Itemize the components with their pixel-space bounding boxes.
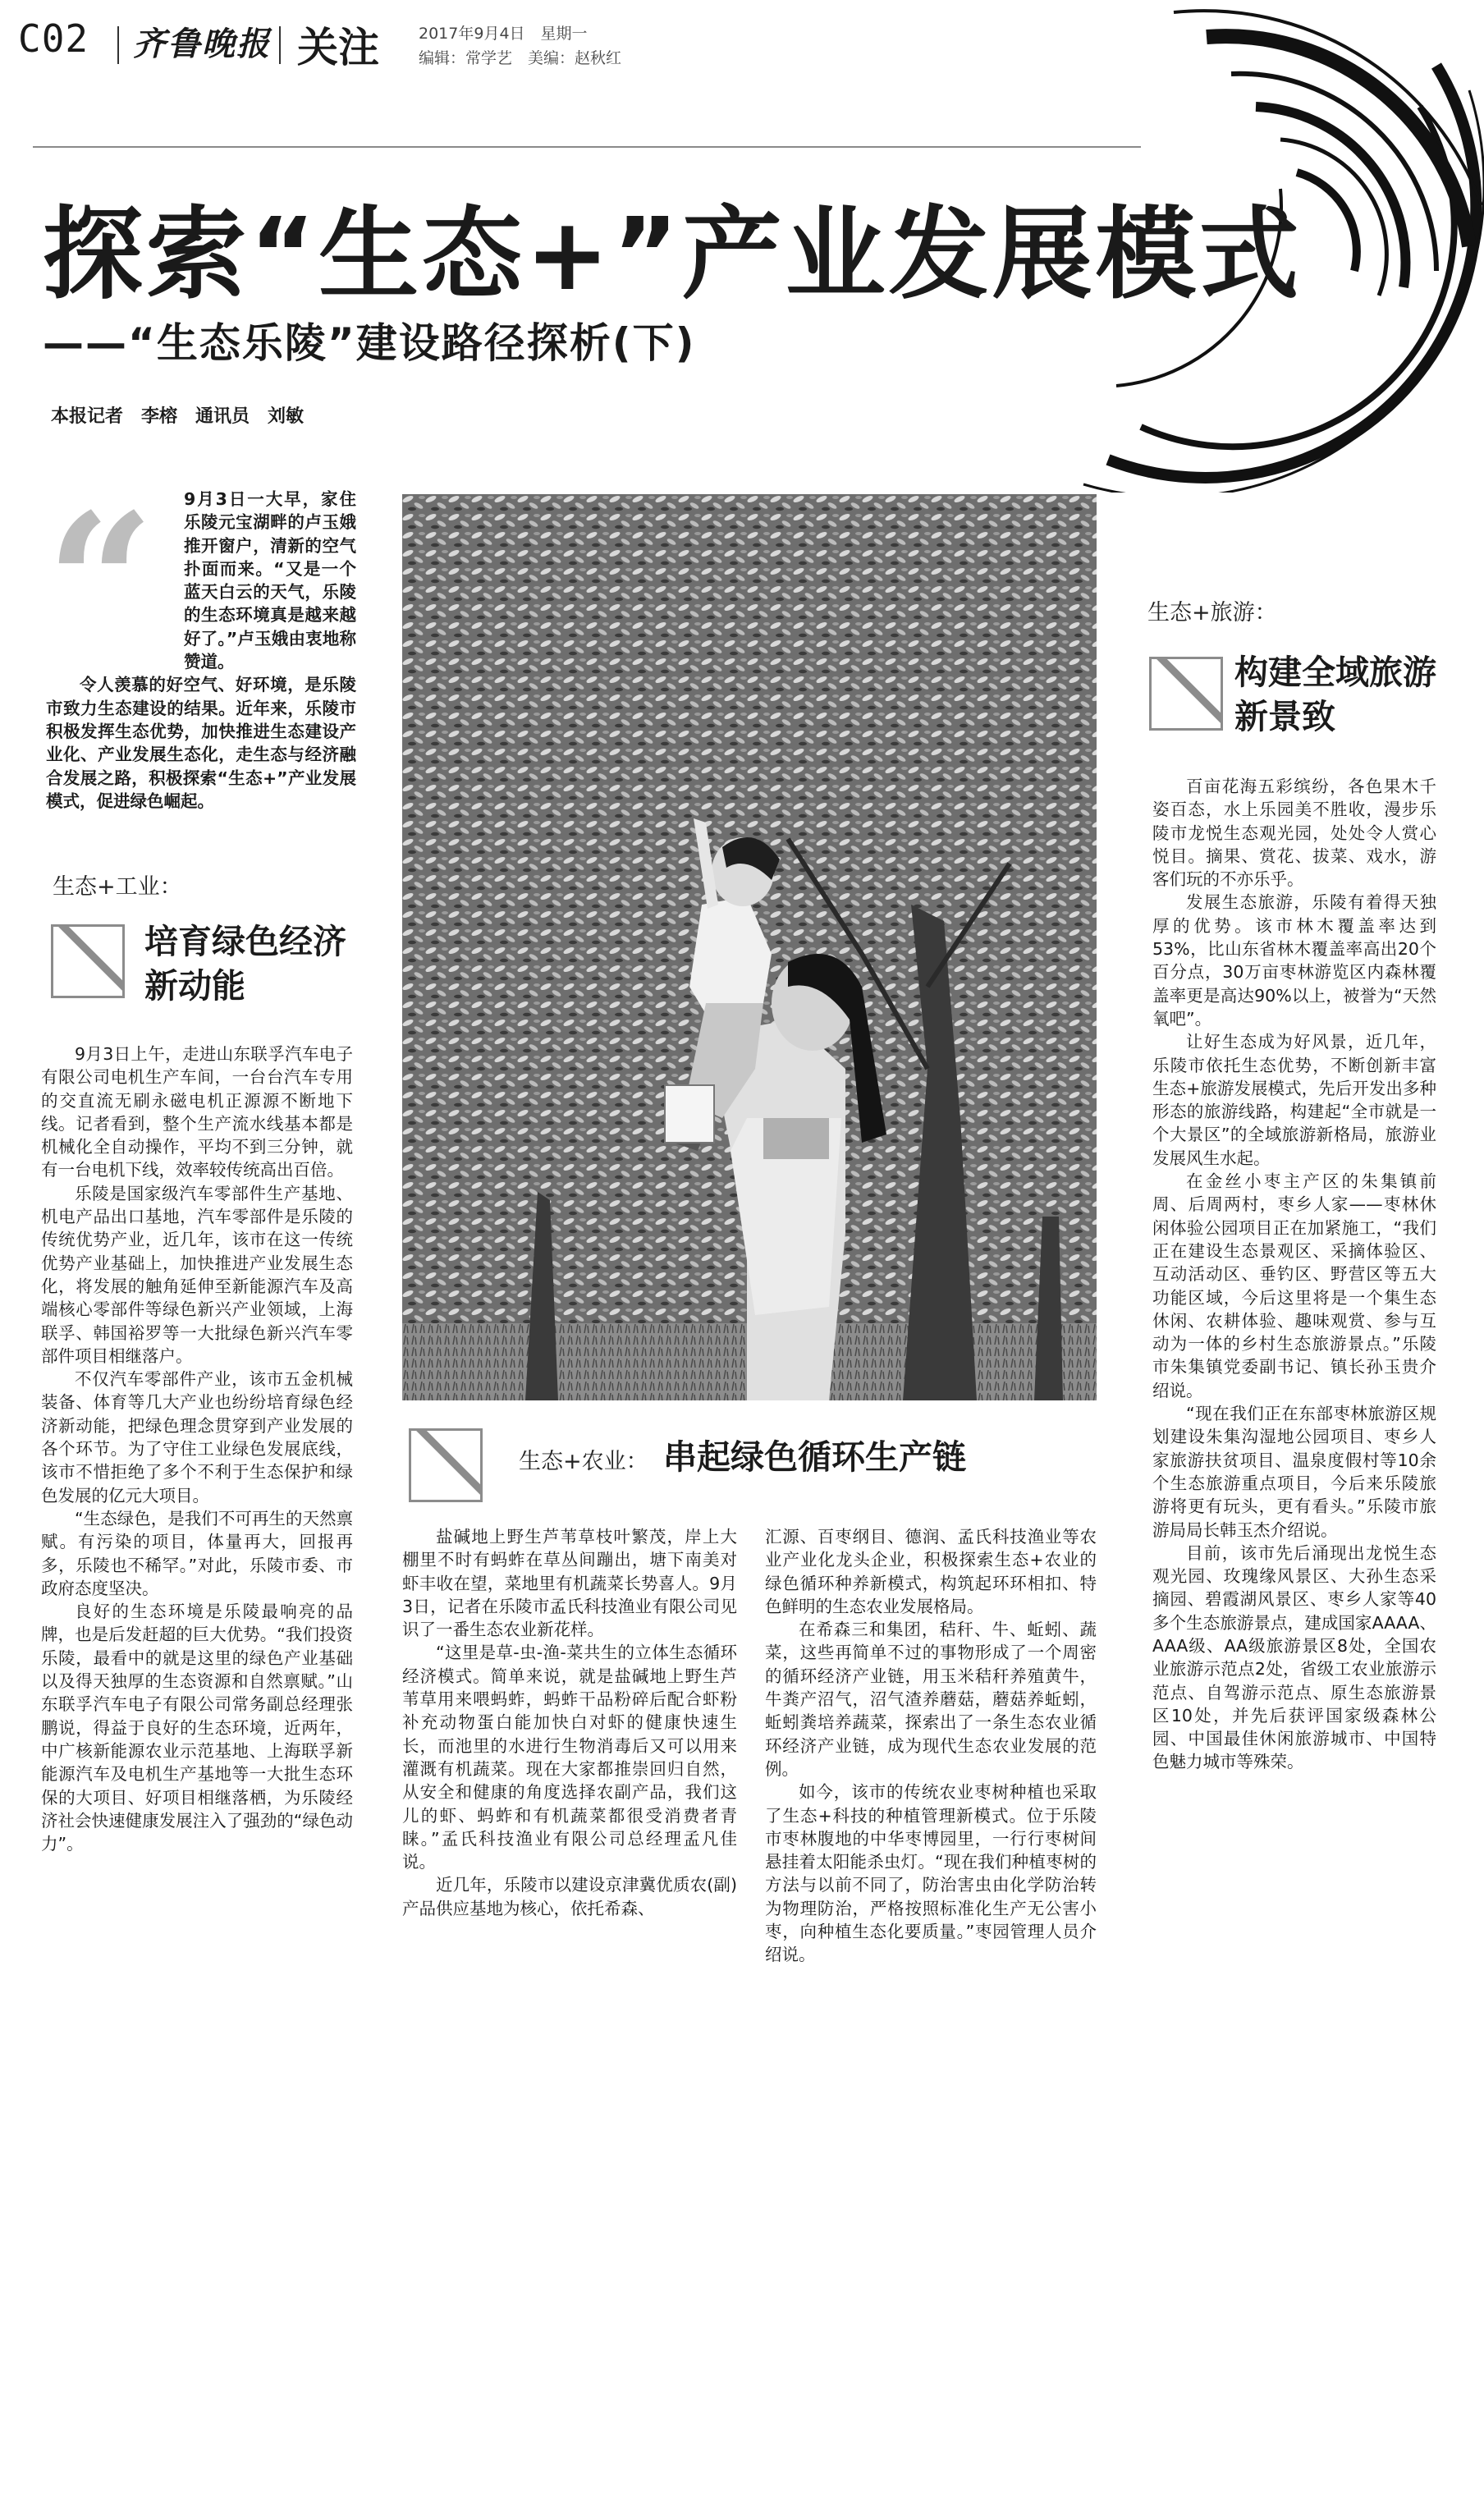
- lead-paragraph: 9月3日一大早，家住乐陵元宝湖畔的卢玉娥推开窗户，清新的空气扑面而来。“又是一个蓝天白云的天气，乐陵的生态环境真是越来越好了。”卢玉娥由衷地称赞道。: [184, 489, 356, 672]
- body-paragraph: “现在我们正在东部枣林旅游区规划建设朱集沟湿地公园项目、枣乡人家旅游扶贫项目、温泉度假村等10余个生态旅游重点项目，今后来乐陵旅游将更有玩头，更有看头。”乐陵市旅游局局长韩玉杰介绍说。: [1152, 1404, 1436, 1540]
- body-paragraph: 近几年，乐陵市以建设京津冀优质农(副)产品供应基地为核心，依托希森、: [402, 1875, 737, 1918]
- slash-box-icon: [1149, 657, 1223, 731]
- section-name: 关注: [297, 24, 379, 71]
- body-paragraph: 不仅汽车零部件产业，该市五金机械装备、体育等几大产业也纷纷培育绿色经济新动能，把绿色理念贯穿到产业发展的各个环节。为了守住工业绿色发展底线，该市不惜拒绝了多个不利于生态保护和绿色发展的亿元大项目。: [41, 1369, 353, 1505]
- agriculture-body-col1: [402, 1525, 737, 1920]
- header-divider: [117, 26, 119, 64]
- article-title: 探索“生态+”产业发展模式: [43, 196, 1303, 313]
- tourism-heading: 构建全域旅游新景致: [1234, 653, 1436, 736]
- lead-text: [46, 473, 356, 813]
- article-subtitle: ——“生态乐陵”建设路径探析(下): [43, 319, 696, 367]
- page-number: C02: [18, 16, 89, 61]
- date-line: 2017年9月4日 星期一: [419, 25, 588, 43]
- agriculture-heading: 串起绿色循环生产链: [663, 1437, 966, 1477]
- body-paragraph: “这里是草-虫-渔-菜共生的立体生态循环经济模式。简单来说，就是盐碱地上野生芦苇草用来喂蚂蚱，蚂蚱干品粉碎后配合虾粉补充动物蛋白能加快白对虾的健康快速生长，而池里的水进行生物消毒后又可以用来灌溉有机蔬菜。现在大家都推崇回归自然，从安全和健康的角度选择农副产品，我们这儿的虾、蚂蚱和有机蔬菜都很受消费者青睐。”孟氏科技渔业有限公司总经理孟凡佳说。: [402, 1643, 737, 1872]
- body-paragraph: 9月3日上午，走进山东联孚汽车电子有限公司电机生产车间，一台台汽车专用的交直流无刷永磁电机正源源不断地下线。记者看到，整个生产流水线基本都是机械化全自动操作，平均不到三分钟，就有一台电机下线，效率较传统高出百倍。: [41, 1044, 353, 1180]
- body-paragraph: 在希森三和集团，秸秆、牛、蚯蚓、蔬菜，这些再简单不过的事物形成了一个周密的循环经济产业链，用玉米秸秆养殖黄牛，牛粪产沼气，沼气渣养蘑菇，蘑菇养蚯蚓，蚯蚓粪培养蔬菜，探索出了一条生态农业循环经济产业链，成为现代生态农业发展的范例。: [765, 1620, 1097, 1779]
- body-paragraph: 良好的生态环境是乐陵最响亮的品牌，也是后发赶超的巨大优势。“我们投资乐陵，最看中的就是这里的绿色产业基础以及得天独厚的生态资源和自然禀赋。”山东联孚汽车电子有限公司常务副总经理张鹏说，得益于良好的生态环境，近两年，中广核新能源农业示范基地、上海联孚新能源汽车及电机生产基地等一大批生态环保的大项目、好项目相继落栖，为乐陵经济社会快速健康发展注入了强劲的“绿色动力”。: [41, 1602, 353, 1854]
- industry-heading: 培育绿色经济新动能: [144, 922, 346, 1006]
- slash-box-icon: [409, 1428, 483, 1502]
- tourism-body: [1152, 775, 1436, 1774]
- byline: 本报记者 李榕 通讯员 刘敏: [51, 406, 305, 427]
- header-divider: [279, 26, 281, 64]
- body-paragraph: 在金丝小枣主产区的朱集镇前周、后周两村，枣乡人家——枣林休闲体验公园项目正在加紧施工，“我们正在建设生态景观区、采摘体验区、互动活动区、垂钓区、野营区等五大功能区域，今后这里将是一个集生态休闲、农耕体验、趣味观赏、参与互动为一体的乡村生态旅游景点。”乐陵市朱集镇党委副书记、镇长孙玉贵介绍说。: [1152, 1171, 1436, 1400]
- mother-child-under-jujube-tree-photo: [402, 494, 1097, 1400]
- agriculture-body-col2: [765, 1525, 1097, 1967]
- body-paragraph: 发展生态旅游，乐陵有着得天独厚的优势。该市林木覆盖率达到53%，比山东省林木覆盖率高出20个百分点，30万亩枣林游览区内森林覆盖率更是高达90%以上，被誉为“天然氧吧”。: [1152, 892, 1436, 1029]
- body-paragraph: 目前，该市先后涌现出龙悦生态观光园、玫瑰缘风景区、大孙生态采摘园、碧霞湖风景区、枣乡人家等40多个生态旅游景点，建成国家AAAA、AAA级、AA级旅游景区8处，全国农业旅游示范点2处，省级工农业旅游示范点、自驾游示范点、原生态旅游景区10处，并先后获评国家级森林公园、中国最佳休闲旅游城市、中国特色魅力城市等殊荣。: [1152, 1542, 1436, 1772]
- industry-tag: 生态+工业：: [53, 874, 182, 900]
- body-paragraph: 汇源、百枣纲目、德润、孟氏科技渔业等农业产业化龙头企业，积极探索生态+农业的绿色循环种养新模式，构筑起环环相扣、特色鲜明的生态农业发展格局。: [765, 1527, 1097, 1616]
- tourism-tag: 生态+旅游：: [1147, 600, 1277, 626]
- editor-line: 编辑：常学艺 美编：赵秋红: [419, 49, 622, 67]
- header-rule: [33, 146, 1141, 148]
- quote-mark-icon: “: [46, 473, 155, 694]
- body-paragraph: 如今，该市的传统农业枣树种植也采取了生态+科技的种植管理新模式。位于乐陵市枣林腹地的中华枣博园里，一行行枣树间悬挂着太阳能杀虫灯。“现在我们种植枣树的方法与以前不同了，防治害虫由化学防治转为物理防治，严格按照标准化生产无公害小枣，向种植生态化要质量。”枣园管理人员介绍说。: [765, 1782, 1097, 1965]
- agriculture-tag: 生态+农业：: [519, 1449, 648, 1474]
- newspaper-name: 齐鲁晚报: [133, 25, 271, 63]
- body-paragraph: “生态绿色，是我们不可再生的天然禀赋。有污染的项目，体量再大，回报再多，乐陵也不稀罕。”对此，乐陵市委、市政府态度坚决。: [41, 1508, 353, 1598]
- body-paragraph: 乐陵是国家级汽车零部件生产基地、机电产品出口基地，汽车零部件是乐陵的传统优势产业，近几年，该市在这一传统优势产业基础上，加快推进产业发展生态化，将发展的触角延伸至新能源汽车及高端核心零部件等绿色新兴产业领域，上海联孚、韩国裕罗等一大批绿色新兴汽车零部件项目相继落户。: [41, 1183, 353, 1366]
- industry-body: [41, 1043, 353, 1855]
- lead-paragraph: 令人羡慕的好空气、好环境，是乐陵市致力生态建设的结果。近年来，乐陵市积极发挥生态优势，加快推进生态建设产业化、产业发展生态化，走生态与经济融合发展之路，积极探索“生态+”产业发展模式，促进绿色崛起。: [46, 675, 356, 811]
- body-paragraph: 盐碱地上野生芦苇草枝叶繁茂，岸上大棚里不时有蚂蚱在草丛间蹦出，塘下南美对虾丰收在望，菜地里有机蔬菜长势喜人。9月3日，记者在乐陵市孟氏科技渔业有限公司见识了一番生态农业新花样。: [402, 1527, 737, 1640]
- slash-box-icon: [51, 924, 125, 998]
- body-paragraph: 百亩花海五彩缤纷，各色果木千姿百态，水上乐园美不胜收，漫步乐陵市龙悦生态观光园，处处令人赏心悦目。摘果、赏花、拔菜、戏水，游客们玩的不亦乐乎。: [1152, 777, 1436, 890]
- body-paragraph: 让好生态成为好风景，近几年，乐陵市依托生态优势，不断创新丰富生态+旅游发展模式，先后开发出多种形态的旅游线路，构建起“全市就是一个大景区”的全域旅游新格局，旅游业发展风生水起。: [1152, 1032, 1436, 1168]
